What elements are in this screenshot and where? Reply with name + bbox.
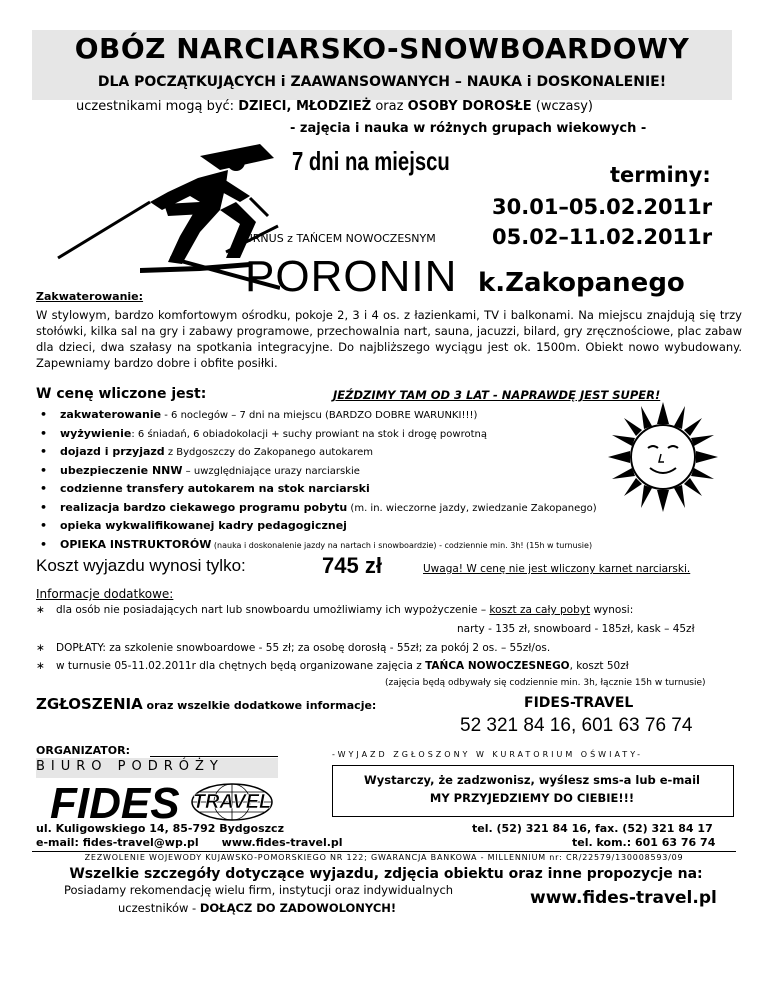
address: ul. Kuligowskiego 14, 85-792 Bydgoszcz (36, 822, 284, 835)
list-item: • dojazd i przyjazd z Bydgoszczy do Zakopanego autokarem (60, 443, 597, 462)
cost-value: 745 zł (322, 553, 382, 578)
participants-suffix: (wczasy) (531, 99, 593, 114)
recommendation-line-2: uczestników - DOŁĄCZ DO ZADOWOLONYCH! (118, 901, 397, 915)
location-town: PORONIN (245, 252, 458, 301)
list-item: • opieka wykwalifikowanej kadry pedagogicznej (60, 517, 597, 536)
date-term-1: 30.01–05.02.2011r (492, 195, 713, 219)
list-item: • wyżywienie: 6 śniadań, 6 obiadokolacji + suchy prowiant na stok i drogę powrotną (60, 425, 597, 444)
website-link-inline[interactable]: www.fides-travel.pl (221, 836, 343, 849)
asterisk-icon: ∗ (36, 642, 45, 654)
dance-turnus-note: TURNUS z TAŃCEM NOWOCZESNYM (238, 232, 436, 245)
callout-line-2: MY PRZYJEDZIEMY DO CIEBIE!!! (429, 791, 635, 805)
fides-travel-logo (48, 778, 276, 822)
kuratorium-note: -WYJAZD ZGŁOSZONY W KURATORIUM OŚWIATY- (332, 750, 644, 759)
location-suffix: k.Zakopanego (478, 268, 685, 298)
list-item: • ubezpieczenie NNW – uwzględniające urazy narciarskie (60, 462, 597, 481)
slogan: JEŹDZIMY TAM OD 3 LAT - NAPRAWDĘ JEST SUPER! (333, 388, 661, 402)
rental-prices: narty - 135 zł, snowboard - 185zł, kask – 45zł (457, 623, 695, 635)
callout-line-1: Wystarczy, że zadzwonisz, wyślesz sms-a lub e-mail (364, 773, 700, 787)
phone-numbers: 52 321 84 16, 601 63 76 74 (460, 715, 693, 736)
list-item: • realizacja bardzo ciekawego programu pobytu (m. in. wieczorne jazdy, zwiedzanie Zakopanego) (60, 499, 597, 518)
asterisk-icon: ∗ (36, 660, 45, 672)
page-title: OBÓZ NARCIARSKO-SNOWBOARDOWY (74, 32, 690, 65)
sun-icon (608, 402, 718, 512)
included-heading: W cenę wliczone jest: (36, 386, 207, 402)
mobile-line: tel. kom.: 601 63 76 74 (572, 836, 716, 849)
accommodation-text: W stylowym, bardzo komfortowym ośrodku, pokoje 2, 3 i 4 os. z łazienkami, TV i balkonami. Na miejscu znajdują się trzy stołówki, kilka sal na gry i zabawy programowe, przechowalnia nart, sauna, jacuzzi, bilard, gry zręcznościowe, plac zabaw dla dzieci, dwa szałasy na spotkania integracyjne. Do najbliższego wyciągu jest ok. 1500m. Obiekt nowo wybudowany. Zapewniamy bardzo dobre i obfite posiłki. (36, 308, 742, 370)
logo-fides-text: FIDES (50, 779, 180, 822)
logo-travel-text: TRAVEL (192, 791, 272, 813)
accommodation-label: Zakwaterowanie: (36, 290, 144, 303)
page-subtitle: DLA POCZĄTKUJĄCYCH i ZAAWANSOWANYCH – NAUKA i DOSKONALENIE! (97, 74, 667, 90)
email-line: e-mail: fides-travel@wp.pl www.fides-travel.pl (36, 836, 343, 849)
email-link[interactable]: fides-travel@wp.pl (82, 836, 199, 849)
participants-mid: oraz (371, 99, 408, 114)
surcharges: ∗ DOPŁATY: za szkolenie snowboardowe - 55 zł; za osobę dorosłą - 55zł; za pokój 2 os. – 55zł/os. (36, 642, 551, 654)
dance-note: (zajęcia będą odbywały się codziennie min. 3h, łącznie 15h w turnusie) (385, 678, 706, 688)
asterisk-icon: ∗ (36, 604, 45, 616)
date-term-2: 05.02–11.02.2011r (492, 225, 713, 249)
organizer-label: ORGANIZATOR: (36, 744, 131, 757)
extras-heading: Informacje dodatkowe: (36, 587, 174, 601)
list-item: • zakwaterowanie - 6 noclegów – 7 dni na miejscu (BARDZO DOBRE WARUNKI!!!) (60, 406, 597, 425)
age-groups-line: - zajęcia i nauka w różnych grupach wiekowych - (290, 121, 647, 136)
dance-info: ∗ w turnusie 05-11.02.2011r dla chętnych będą organizowane zajęcia z TAŃCA NOWOCZESNEGO, koszt 50zł (36, 660, 629, 672)
list-item: • OPIEKA INSTRUKTORÓW (nauka i doskonalenie jazdy na nartach i snowboardzie) - codziennie min. 3h! (15h w turnusie) (60, 536, 597, 555)
headline-7-days: 7 dni na miejscu (292, 146, 450, 176)
cost-note: Uwaga! W cenę nie jest wliczony karnet narciarski. (423, 563, 691, 575)
participants-adults: OSOBY DOROSŁE (407, 99, 532, 114)
rental-info: ∗ dla osób nie posiadających nart lub snowboardu umożliwiamy ich wypożyczenie – koszt za cały pobyt wynosi: (36, 604, 634, 616)
agency-name: FIDES-TRAVEL (524, 695, 634, 711)
dates-label: terminy: (610, 163, 711, 187)
permit-line: ZEZWOLENIE WOJEWODY KUJAWSKO-POMORSKIEGO NR 122; GWARANCJA BANKOWA - MILLENNIUM nr: CR/22579/130008593/09 (32, 851, 736, 862)
website-link[interactable]: www.fides-travel.pl (530, 888, 717, 908)
applications-heading: ZGŁOSZENIA oraz wszelkie dodatkowe informacje: (36, 695, 377, 713)
details-line: Wszelkie szczegóły dotyczące wyjazdu, zdjęcia obiektu oraz inne propozycje na: (69, 866, 703, 882)
recommendation-line-1: Posiadamy rekomendację wielu firm, instytucji oraz indywidualnych (64, 883, 454, 897)
cost-label: Koszt wyjazdu wynosi tylko: (36, 556, 246, 575)
participants-kids: DZIECI, MŁODZIEŻ (238, 99, 372, 114)
participants-line (76, 99, 593, 114)
list-item: • codzienne transfery autokarem na stok narciarski (60, 480, 597, 499)
organizer-underline (150, 756, 278, 757)
participants-prefix: uczestnikami mogą być: (76, 99, 239, 114)
included-list (60, 406, 597, 554)
agency-type: BIURO PODRÓŻY (36, 759, 224, 774)
tel-fax-line: tel. (52) 321 84 16, fax. (52) 321 84 17 (472, 822, 713, 835)
